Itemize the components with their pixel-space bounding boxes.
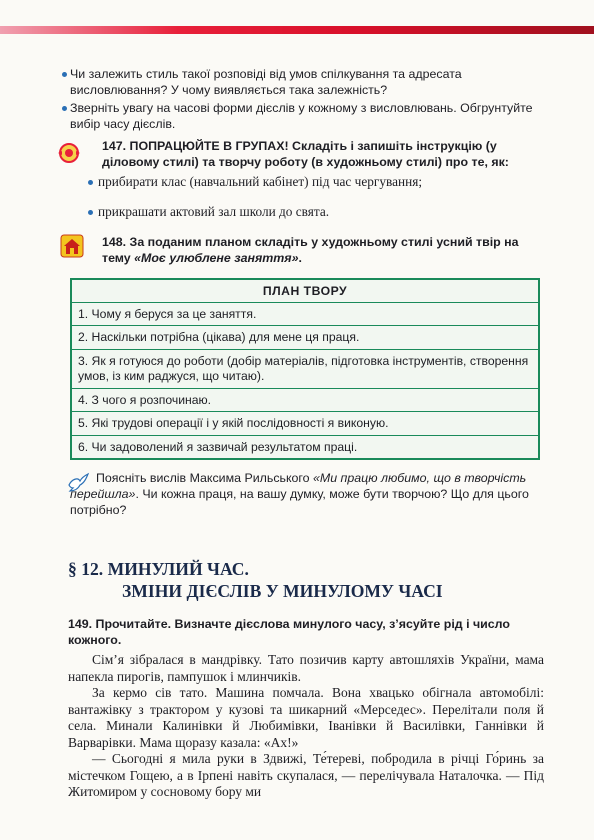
task-147-title: 147. ПОПРАЦЮЙТЕ В ГРУПАХ! Складіть і запишіть інструкцію (у діловому стилі) та творчу роботу (в художньому стилі) про те, як: (102, 139, 509, 169)
plan-item: 1. Чому я беруся за це заняття. (72, 303, 538, 327)
plan-item: 3. Як я готуюся до роботи (добір матеріалів, підготовка інструментів, створення умов, із ким раджуся, що читаю). (72, 350, 538, 389)
task-148-theme: «Моє улюблене заняття» (134, 250, 299, 265)
plan-item: 2. Наскільки потрібна (цікава) для мене ця праця. (72, 326, 538, 350)
prose-paragraph: Сім’я зібралася в мандрівку. Тато позичив карту автошляхів України, мама напекла пирогів, пампушок і млинчиків. (68, 652, 544, 684)
prose-paragraph: За кермо сів тато. Машина помчала. Вона хвацько обігнала автомобілі: вантажівку з трактором у кузові та шикарний «Мерседес». Перелітали поля й села. Минали Калинівки й Любимівки, Іванівки й Василівки, Ганнівки й Варварівки. Мама щоразу казала: «Ах!» (68, 685, 544, 750)
task-147 (62, 138, 544, 170)
group-work-icon (56, 140, 82, 166)
plan-item: 5. Які трудові операції і у якій послідовності я виконую. (72, 412, 538, 436)
plan-item: 4. З чого я розпочинаю. (72, 389, 538, 413)
task-147-bullet-1: прибирати клас (навчальний кабінет) під час чергування; (88, 173, 544, 190)
intro-bullet-2: Зверніть увагу на часові форми дієслів у кожному з висловлювань. Обгрунтуйте вибір часу дієслів. (62, 100, 544, 132)
dove-icon (66, 471, 90, 495)
task-148 (62, 234, 544, 266)
page-content (62, 66, 544, 801)
section-heading-line-1: § 12. МИНУЛИЙ ЧАС. (68, 559, 249, 580)
plan-title: ПЛАН ТВОРУ (72, 280, 538, 303)
bullet-dot (62, 72, 67, 77)
essay-plan-box (70, 278, 540, 461)
top-color-stripe (0, 26, 594, 34)
bullet-dot (88, 180, 93, 185)
intro-bullet-1: Чи залежить стиль такої розповіді від умов спілкування та адресата висловлювання? У чому виявляється така залежність? (62, 66, 544, 98)
task-149-title: 149. Прочитайте. Визначте дієслова минулого часу, з’ясуйте рід і число кожного. (68, 617, 510, 648)
prose-paragraph: — Сьогодні я мила руки в Здвижі, Те́тереві, побродила в річці Го́ринь за містечком Гощею, а в Ірпені навіть скупалася, — перелічувала Наталочка. — Під Житомиром у сосновому бору ми (68, 751, 544, 800)
rylsky-quote: «Ми працю любимо, що в творчість перейшла» (70, 471, 527, 502)
task-147-bullet-2: прикрашати актовий зал школи до свята. (88, 203, 544, 220)
task-148-title: 148. За поданим планом складіть у художньому стилі усний твір на тему «Моє улюблене заняття». (102, 234, 519, 265)
plan-item: 6. Чи задоволений я зазвичай результатом праці. (78, 439, 358, 454)
section-heading (68, 558, 544, 602)
house-icon (60, 234, 84, 258)
bullet-dot (88, 210, 93, 215)
rylsky-question: Поясніть вислів Максима Рильського «Ми працю любимо, що в творчість перейшла». Чи кожна праця, на вашу думку, може бути творчою? Що для цього потрібно? (70, 470, 544, 518)
section-heading-line-2: ЗМІНИ ДІЄСЛІВ У МИНУЛОМУ ЧАСІ (122, 581, 443, 602)
bullet-dot (62, 106, 67, 111)
